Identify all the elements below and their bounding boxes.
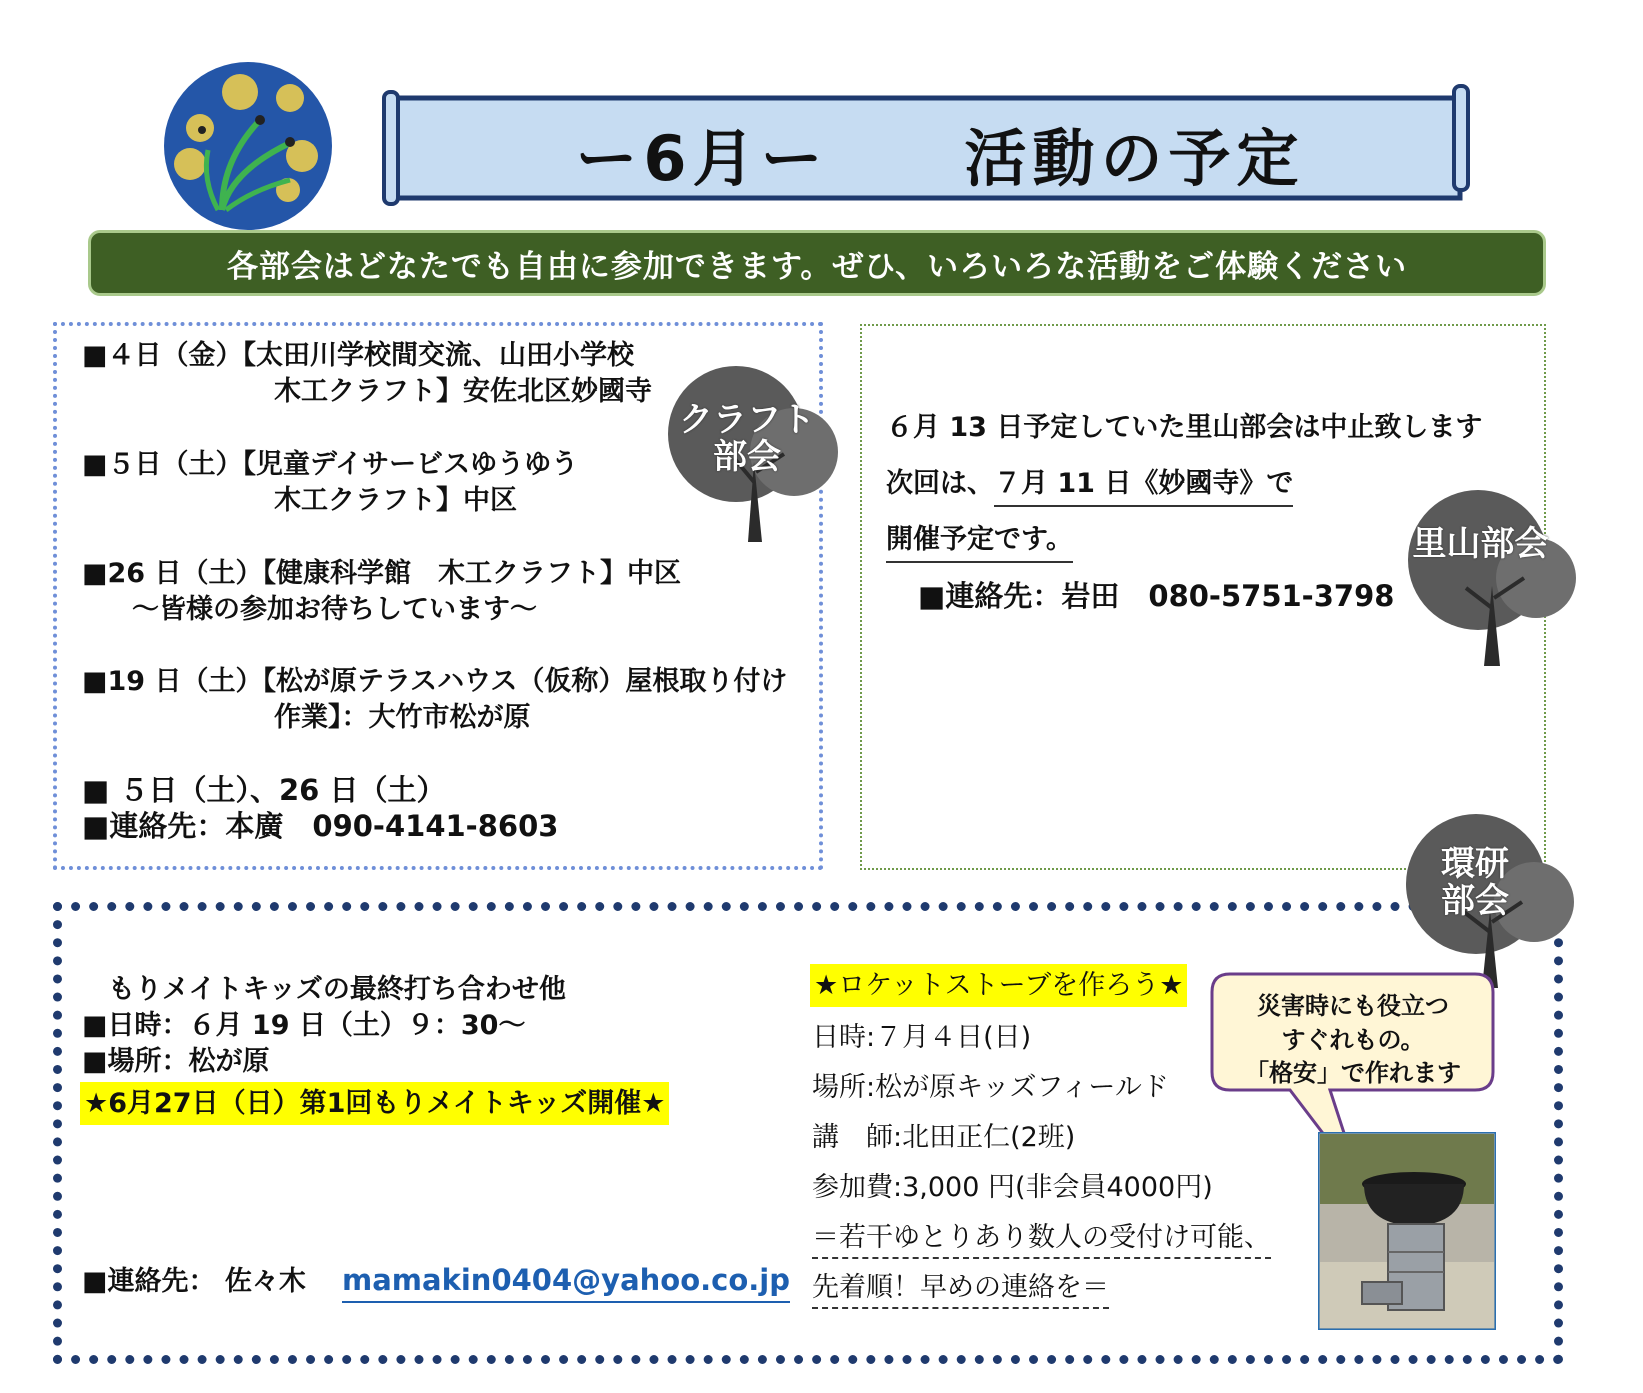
kanken-label-line2: 部会	[1441, 881, 1509, 922]
rocket-stove-title: ★ロケットストーブを作ろう★	[810, 964, 1187, 1007]
speech-line3: 「格安」で作れます	[1245, 1059, 1461, 1088]
rocket-stove-lecturer: 講 師:北田正仁(2班)	[812, 1122, 1076, 1153]
craft-dates: ■ ５日（土）、26 日（土）	[82, 773, 446, 807]
satoyama-next-prefix: 次回は、	[886, 468, 994, 499]
kanken-tree-label	[1400, 846, 1550, 921]
intro-banner: 各部会はどなたでも自由に参加できます。ぜひ、いろいろな活動をご体験ください	[88, 230, 1546, 296]
satoyama-next-date: ７月 11 日《妙國寺》で	[994, 468, 1293, 507]
kanken-label-line1: 環研	[1441, 844, 1509, 884]
rocket-stove-date: 日時:７月４日(日)	[812, 1022, 1032, 1053]
satoyama-plan-line	[886, 526, 1073, 553]
rocket-stove-note2-wrap	[812, 1274, 1109, 1301]
craft-item-3-note: ～皆様の参加お待ちしています～	[132, 594, 537, 625]
craft-contact: ■連絡先：本廣 090-4141-8603	[82, 809, 559, 843]
kanken-contact-line	[82, 1268, 306, 1295]
satoyama-cancel-notice: ６月 13 日予定していた里山部会は中止致します	[886, 412, 1483, 443]
kanken-contact-label: ■連絡先： 佐々木	[82, 1266, 306, 1297]
contact-email-link[interactable]: mamakin0404@yahoo.co.jp	[342, 1263, 790, 1303]
rocket-stove-place: 場所:松が原キッズフィールド	[812, 1072, 1169, 1103]
craft-item-4: ■19 日（土）【松が原テラスハウス（仮称）屋根取り付け	[82, 666, 788, 697]
craft-item-1-cont: 木工クラフト】安佐北区妙國寺	[274, 376, 652, 407]
craft-item-4-cont: 作業】：大竹市松が原	[274, 702, 531, 733]
craft-item-3: ■26 日（土）【健康科学館 木工クラフト】中区	[82, 558, 681, 589]
craft-item-1: ■４日（金）【太田川学校間交流、山田小学校	[82, 340, 635, 371]
satoyama-plan-text: 開催予定です。	[886, 524, 1073, 563]
satoyama-tree-icon	[1396, 488, 1581, 668]
craft-tree-label	[672, 402, 822, 477]
satoyama-tree-label: 里山部会	[1412, 524, 1549, 564]
speech-line2: すぐれもの。	[1281, 1025, 1425, 1054]
satoyama-contact: ■連絡先：岩田 080-5751-3798	[918, 579, 1395, 613]
kanken-event-highlight-wrap	[80, 1090, 669, 1117]
satoyama-next-line	[886, 470, 1293, 497]
speech-line1: 災害時にも役立つ	[1257, 992, 1449, 1020]
kanken-meeting-date: ■日時：６月 19 日（土）９：30～	[82, 1010, 526, 1041]
kanken-meeting-place: ■場所：松が原	[82, 1046, 270, 1077]
speech-bubble-text	[1228, 990, 1478, 1091]
kanken-contact-email-wrap	[342, 1263, 790, 1297]
kanken-event-highlight: ★6月27日（日）第1回もりメイトキッズ開催★	[80, 1082, 669, 1125]
craft-item-2-cont: 木工クラフト】中区	[274, 485, 517, 516]
kanken-meeting-heading: もりメイトキッズの最終打ち合わせ他	[108, 974, 566, 1005]
rocket-stove-note1-wrap	[812, 1224, 1271, 1251]
rocket-stove-note2: 先着順！早めの連絡を＝	[812, 1272, 1109, 1309]
page-title: ー6月ー 活動の予定	[575, 121, 1305, 195]
craft-label-line2: 部会	[713, 437, 781, 478]
rocket-stove-title-wrap	[810, 972, 1187, 999]
rocket-stove-photo	[1318, 1132, 1496, 1330]
craft-item-2: ■５日（土）【児童デイサービスゆうゆう	[82, 449, 579, 480]
rocket-stove-note1: ＝若干ゆとりあり数人の受付け可能、	[812, 1222, 1271, 1259]
firefly-logo	[162, 60, 334, 232]
rocket-stove-fee: 参加費:3,000 円(非会員4000円)	[812, 1172, 1213, 1203]
craft-label-line1: クラフト	[679, 400, 815, 440]
